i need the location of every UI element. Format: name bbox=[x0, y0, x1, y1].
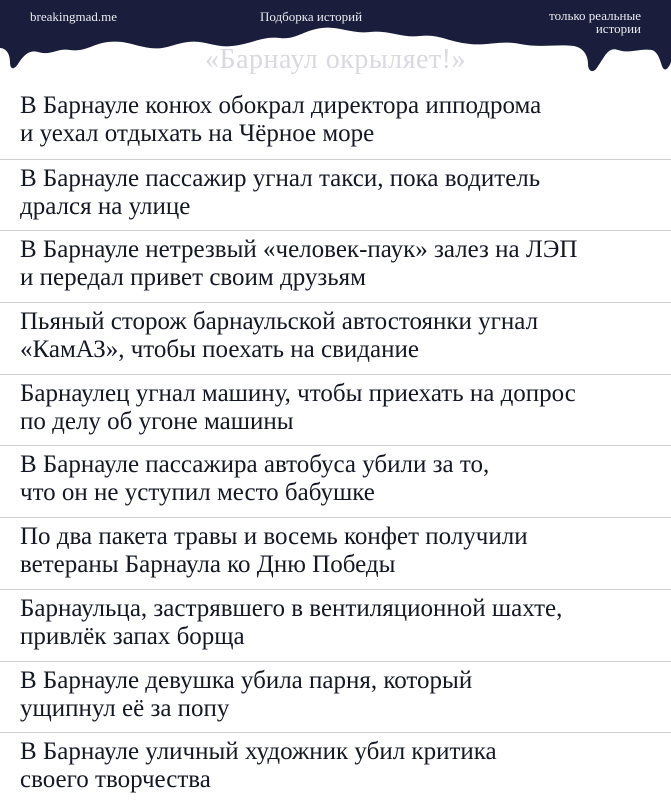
list-item bbox=[0, 87, 671, 159]
story-line-2: «КамАЗ», чтобы поехать на свидание bbox=[20, 336, 419, 364]
list-item bbox=[0, 374, 671, 446]
story-line-1: В Барнауле конюх обокрал директора ипподрома bbox=[20, 92, 542, 119]
story-line-1: В Барнауле девушка убила парня, который bbox=[20, 666, 473, 694]
tagline-line-2: истории bbox=[595, 21, 641, 36]
story-line-2: и уехал отдыхать на Чёрное море bbox=[20, 120, 375, 147]
story-line-1: В Барнауле нетрезвый «человек-паук» залез на ЛЭП bbox=[20, 236, 578, 264]
tagline bbox=[511, 9, 641, 35]
list-item bbox=[0, 159, 671, 231]
story-line-2: что он не уступил место бабушке bbox=[20, 479, 375, 507]
list-item bbox=[0, 661, 671, 733]
site-link[interactable]: breakingmad.me bbox=[30, 9, 117, 24]
tagline-line-1: только реальные bbox=[549, 8, 641, 23]
list-item bbox=[0, 445, 671, 517]
site-header bbox=[0, 0, 671, 85]
story-line-2: ветераны Барнаула ко Дню Победы bbox=[20, 551, 396, 579]
story-line-2: своего творчества bbox=[20, 766, 211, 794]
story-line-1: В Барнауле уличный художник убил критика bbox=[20, 738, 497, 766]
list-item bbox=[0, 732, 671, 804]
story-line-1: В Барнауле пассажир угнал такси, пока водитель bbox=[20, 164, 541, 192]
page-title: «Барнаул окрыляет!» bbox=[205, 44, 466, 75]
story-list bbox=[0, 87, 671, 804]
story-line-2: дрался на улице bbox=[20, 192, 191, 220]
story-line-1: Барнаулец угнал машину, чтобы приехать на допрос bbox=[20, 379, 576, 407]
list-item bbox=[0, 517, 671, 589]
story-line-1: По два пакета травы и восемь конфет получили bbox=[20, 523, 528, 551]
list-item bbox=[0, 589, 671, 661]
story-line-2: ущипнул её за попу bbox=[20, 694, 230, 722]
story-line-2: и передал привет своим друзьям bbox=[20, 264, 366, 292]
section-link[interactable]: Подборка историй bbox=[260, 9, 363, 24]
story-line-1: В Барнауле пассажира автобуса убили за то, bbox=[20, 451, 490, 479]
story-line-1: Пьяный сторож барнаульской автостоянки угнал bbox=[20, 308, 539, 336]
list-item bbox=[0, 230, 671, 302]
story-line-2: по делу об угоне машины bbox=[20, 407, 294, 435]
story-line-1: Барнаульца, застрявшего в вентиляционной шахте, bbox=[20, 594, 563, 622]
story-line-2: привлёк запах борща bbox=[20, 622, 245, 650]
list-item bbox=[0, 302, 671, 374]
